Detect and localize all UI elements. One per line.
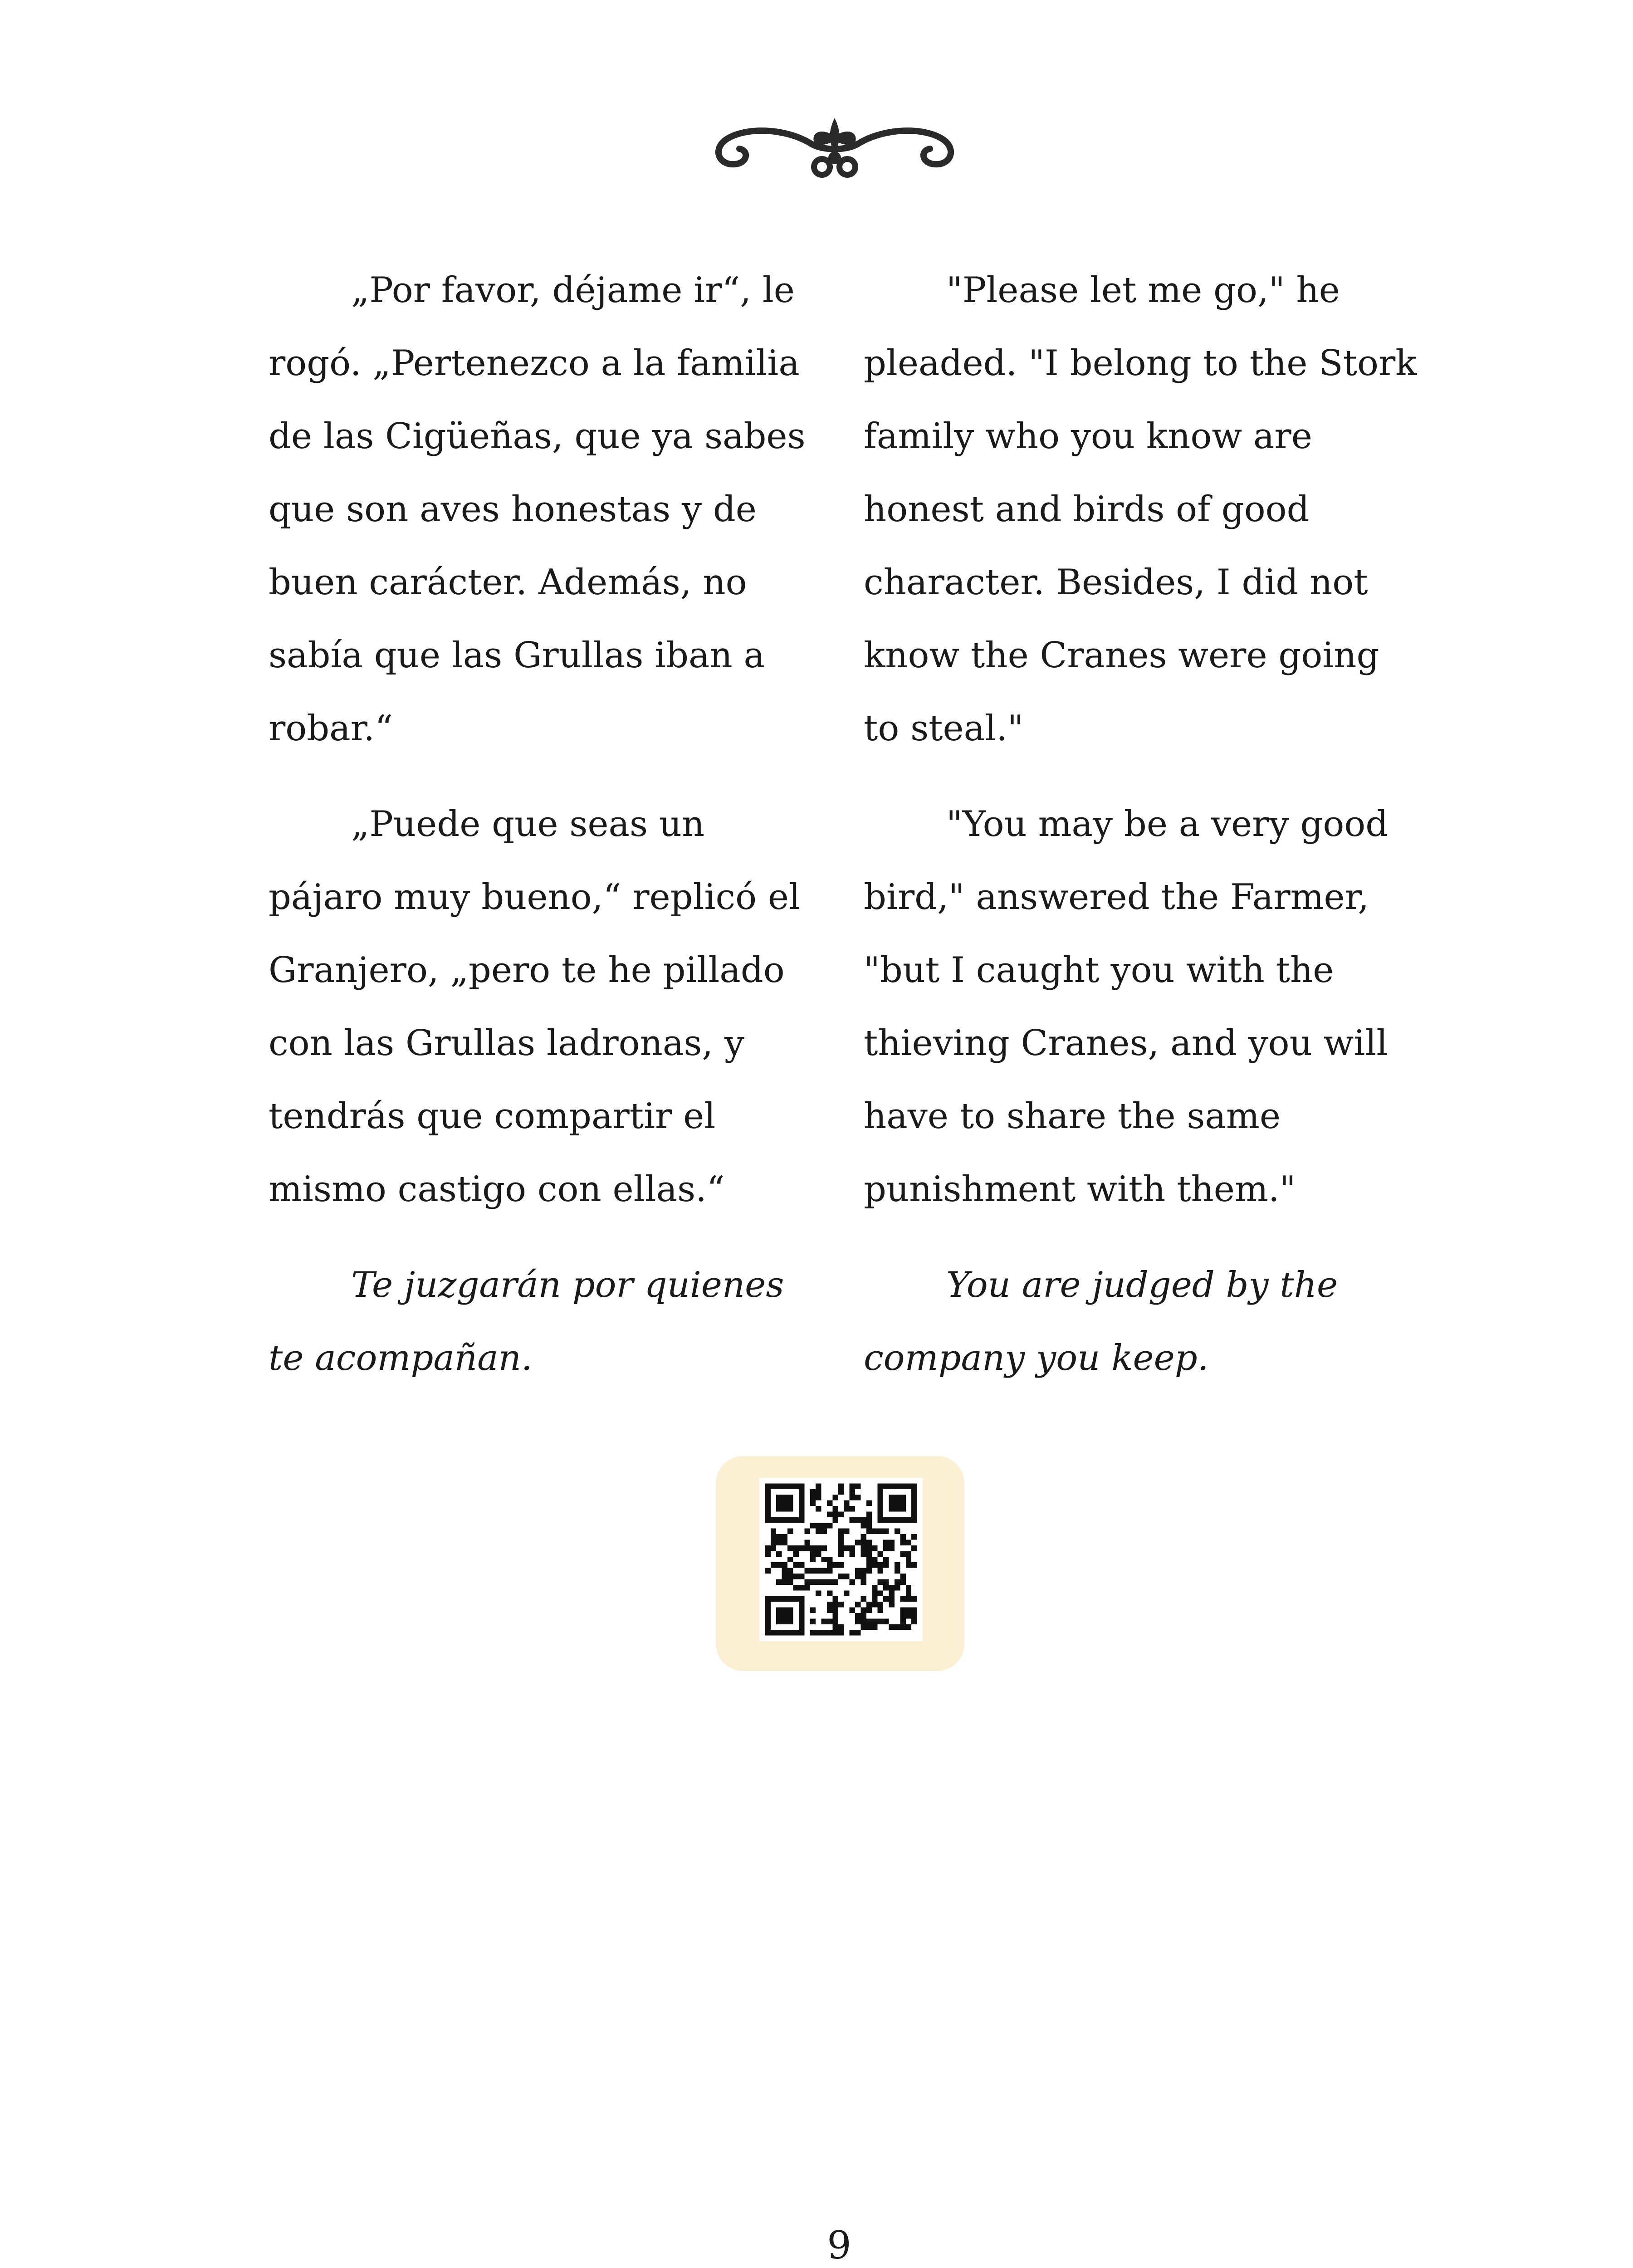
english-paragraph-1: "Please let me go," he pleaded. "I belong to the Stork family who you know are honest and birds of good character. Besides, I did not know the Cranes were going to steal." bbox=[864, 270, 1417, 749]
floral-flourish-icon bbox=[753, 2263, 925, 2268]
scroll-flourish-icon bbox=[708, 109, 962, 191]
spanish-moral: Te juzgarán por quienes te acompañan. bbox=[269, 1265, 784, 1378]
english-paragraph-2: "You may be a very good bird," answered the Farmer, "but I caught you with the thieving Cranes, and you will have to share the same punishment with them." bbox=[864, 804, 1389, 1210]
spanish-column bbox=[269, 254, 826, 1418]
qr-code-panel bbox=[716, 1456, 964, 1671]
spanish-paragraph-2: „Puede que seas un pájaro muy bueno,“ replicó el Granjero, „pero te he pillado con las Grullas ladronas, y tendrás que compartir el mismo castigo con ellas.“ bbox=[269, 804, 801, 1210]
qr-code-icon bbox=[759, 1478, 923, 1641]
english-column bbox=[864, 254, 1421, 1418]
bilingual-text-columns bbox=[269, 254, 1421, 1415]
page-number: 9 bbox=[827, 2223, 851, 2268]
spanish-paragraph-1: „Por favor, déjame ir“, le rogó. „Pertenezco a la familia de las Cigüeñas, que ya sabes que son aves honestas y de buen carácter. Además, no sabía que las Grullas iban a robar.“ bbox=[269, 270, 806, 749]
english-moral: You are judged by the company you keep. bbox=[864, 1265, 1338, 1378]
